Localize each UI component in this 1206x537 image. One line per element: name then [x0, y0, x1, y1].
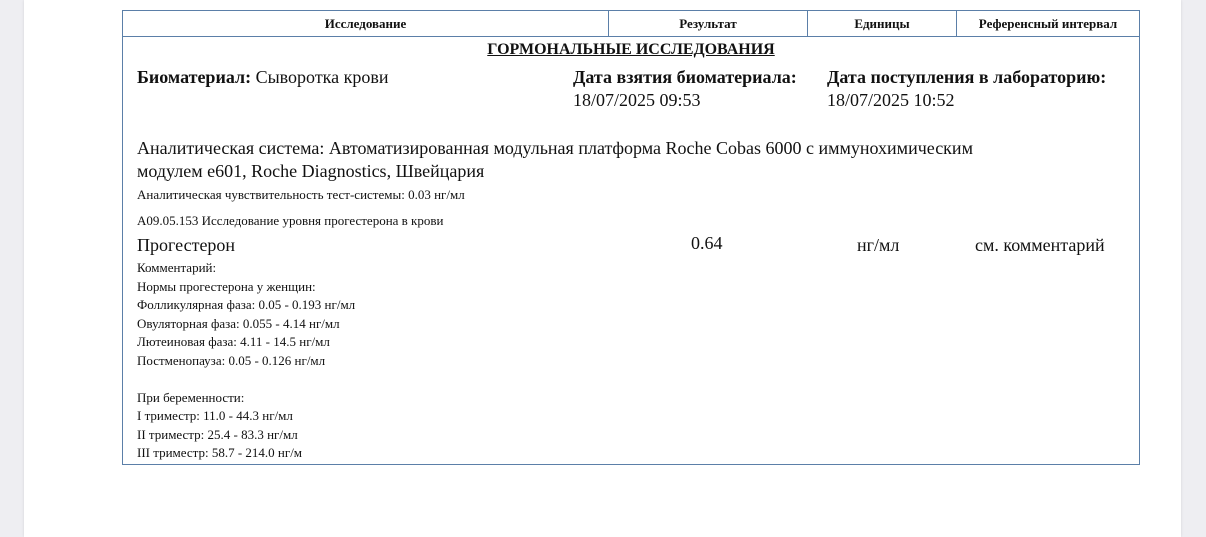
comment-line: Постменопауза: 0.05 - 0.126 нг/мл [137, 353, 326, 368]
result-units: нг/мл [857, 235, 900, 255]
biomaterial-value: Сыворотка крови [255, 67, 389, 87]
header-study: Исследование [123, 11, 609, 36]
pregnancy-line: II триместр: 25.4 - 83.3 нг/мл [137, 427, 298, 442]
table-header [123, 11, 1139, 37]
result-name: Прогестерон [137, 235, 236, 255]
analytic-system-line-1: Аналитическая система: Автоматизированная модульная платформа Roche Cobas 6000 с иммунохимическим [137, 138, 973, 158]
comment-line: Лютеиновая фаза: 4.11 - 14.5 нг/мл [137, 334, 330, 349]
lab-receipt-date-value: 18/07/2025 10:52 [827, 90, 955, 110]
biomaterial [137, 67, 389, 88]
document-page [24, 0, 1181, 537]
header-reference: Референсный интервал [978, 16, 1118, 31]
section-title: ГОРМОНАЛЬНЫЕ ИССЛЕДОВАНИЯ [487, 41, 775, 58]
header-result: Результат [609, 11, 808, 36]
lab-receipt-date-label: Дата поступления в лабораторию: [827, 67, 1107, 87]
test-code-text: A09.05.153 Исследование уровня прогестерона в крови [137, 213, 444, 228]
pregnancy-line: При беременности: [137, 390, 245, 405]
lab-report-table [122, 10, 1140, 465]
comment-line: Нормы прогестерона у женщин: [137, 279, 316, 294]
header-units: Единицы [808, 11, 957, 36]
analytic-system-line-2: модулем e601, Roche Diagnostics, Швейцария [137, 161, 485, 181]
comment-line: Овуляторная фаза: 0.055 - 4.14 нг/мл [137, 316, 340, 331]
comment-line: Фолликулярная фаза: 0.05 - 0.193 нг/мл [137, 297, 356, 312]
result-value: 0.64 [691, 233, 723, 253]
biomaterial-label: Биоматериал: [137, 67, 252, 87]
collection-date-label: Дата взятия биоматериала: [573, 67, 797, 87]
collection-date-value: 18/07/2025 09:53 [573, 90, 701, 110]
comment-line: Комментарий: [137, 260, 217, 275]
pregnancy-line: III триместр: 58.7 - 214.0 нг/м [137, 445, 303, 460]
result-reference: см. комментарий [975, 235, 1105, 255]
sensitivity-text: Аналитическая чувствительность тест-системы: 0.03 нг/мл [137, 187, 465, 202]
pregnancy-line: I триместр: 11.0 - 44.3 нг/мл [137, 408, 293, 423]
